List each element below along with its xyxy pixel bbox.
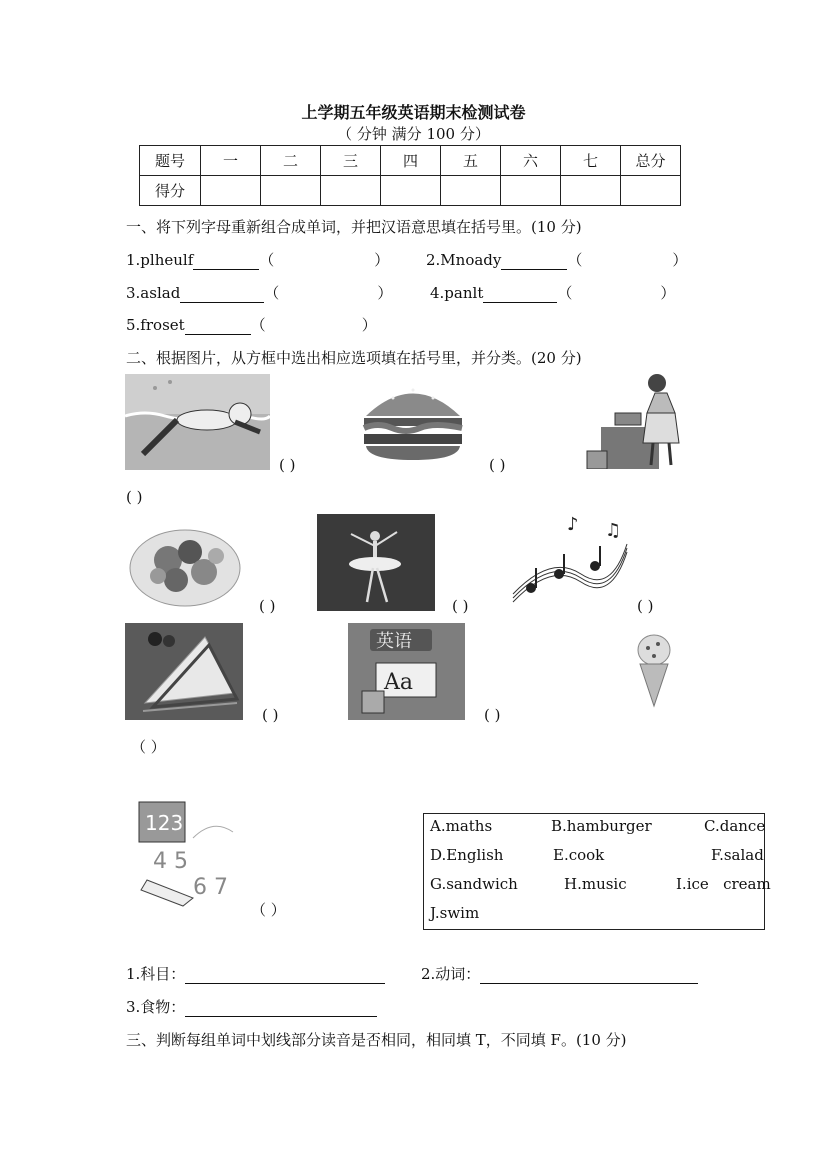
score-input-cell[interactable]: [441, 176, 501, 206]
section1-heading: 一、将下列字母重新组合成单词，并把汉语意思填在括号里。(10 分): [126, 218, 582, 236]
score-header-cell: 总分: [621, 146, 681, 176]
option-j: J.swim: [430, 904, 480, 922]
cook-icon: [585, 373, 700, 469]
question-4-word: 4.panlt: [430, 284, 484, 302]
picture-answer-blank[interactable]: （ ）: [131, 738, 166, 756]
picture-answer-blank[interactable]: ( ): [489, 456, 506, 474]
score-header-cell: 三: [321, 146, 381, 176]
sandwich-picture: [125, 623, 243, 720]
classify-verb: [421, 963, 698, 984]
classify-verb-blank[interactable]: [480, 968, 698, 984]
picture-answer-blank[interactable]: ( ): [259, 597, 276, 615]
score-table-score-row: [140, 176, 681, 206]
score-input-cell[interactable]: [561, 176, 621, 206]
svg-text:6 7: 6 7: [193, 875, 228, 900]
score-table-header-row: [140, 146, 681, 176]
question-1: [126, 249, 389, 270]
option-b: B.hamburger: [551, 817, 652, 835]
option-h: H.music: [564, 875, 627, 893]
score-input-cell[interactable]: [621, 176, 681, 206]
swim-icon: [125, 374, 270, 470]
answer-blank[interactable]: [185, 319, 251, 335]
paren-close: ）: [374, 251, 390, 269]
swim-picture: [125, 374, 270, 470]
page-title: 上学期五年级英语期末检测试卷: [301, 103, 526, 122]
classify-subject: [126, 963, 385, 984]
question-4: [430, 282, 675, 303]
picture-answer-blank[interactable]: ( ): [484, 706, 501, 724]
answer-blank[interactable]: [483, 287, 557, 303]
score-input-cell[interactable]: [381, 176, 441, 206]
score-header-cell: 七: [561, 146, 621, 176]
section3-heading: 三、判断每组单词中划线部分读音是否相同，相同填 T，不同填 F。(10 分): [126, 1031, 627, 1049]
picture-answer-blank[interactable]: （ ）: [251, 901, 286, 919]
music-icon: [511, 514, 629, 611]
option-d: D.English: [430, 846, 504, 864]
hamburger-icon: [358, 376, 468, 464]
paren-open: （: [567, 251, 583, 269]
sandwich-icon: [125, 623, 243, 720]
score-header-cell: 五: [441, 146, 501, 176]
question-5-word: 5.froset: [126, 316, 185, 334]
score-header-cell: 题号: [140, 146, 201, 176]
answer-blank[interactable]: [193, 254, 259, 270]
option-g: G.sandwich: [430, 875, 518, 893]
paren-close: ）: [672, 251, 688, 269]
question-2: [426, 249, 687, 270]
paren-open: （: [250, 316, 266, 334]
music-picture: [511, 514, 629, 611]
option-i: I.ice cream: [676, 875, 771, 893]
svg-text:英语: 英语: [376, 631, 412, 652]
salad-icon: [128, 516, 243, 610]
ice-cream-icon: [634, 628, 674, 708]
english-book-picture: [348, 623, 465, 720]
maths-picture: [123, 798, 241, 908]
classify-food: [126, 996, 377, 1017]
classify-food-blank[interactable]: [185, 1001, 377, 1017]
section2-heading: 二、根据图片，从方框中选出相应选项填在括号里，并分类。(20 分): [126, 349, 582, 367]
salad-picture: [128, 516, 243, 610]
picture-answer-blank[interactable]: ( ): [262, 706, 279, 724]
dance-picture: [317, 514, 435, 611]
score-header-cell: 六: [501, 146, 561, 176]
paren-close: ）: [361, 316, 377, 334]
answer-blank[interactable]: [501, 254, 567, 270]
picture-answer-blank[interactable]: ( ): [452, 597, 469, 615]
page-subtitle: （ 分钟 满分 100 分）: [337, 125, 490, 143]
score-table: [139, 145, 681, 206]
classify-verb-label: 2.动词：: [421, 965, 481, 983]
picture-answer-blank[interactable]: ( ): [126, 488, 143, 506]
paren-close: ）: [377, 284, 393, 302]
option-a: A.maths: [430, 817, 493, 835]
svg-text:4 5: 4 5: [153, 849, 188, 874]
picture-answer-blank[interactable]: ( ): [279, 456, 296, 474]
question-2-word: 2.Mnoady: [426, 251, 502, 269]
picture-answer-blank[interactable]: ( ): [637, 597, 654, 615]
question-3-word: 3.aslad: [126, 284, 181, 302]
score-input-cell[interactable]: [201, 176, 261, 206]
option-f: F.salad: [711, 846, 764, 864]
svg-text:♪: ♪: [567, 514, 579, 535]
score-input-cell[interactable]: [501, 176, 561, 206]
svg-text:123: 123: [145, 811, 184, 835]
score-row-label: 得分: [140, 176, 201, 206]
question-3: [126, 282, 392, 303]
cook-picture: [585, 373, 700, 469]
question-1-word: 1.plheulf: [126, 251, 194, 269]
question-5: [126, 314, 377, 335]
paren-close: ）: [660, 284, 676, 302]
score-header-cell: 二: [261, 146, 321, 176]
paren-open: （: [259, 251, 275, 269]
score-header-cell: 一: [201, 146, 261, 176]
score-input-cell[interactable]: [321, 176, 381, 206]
score-header-cell: 四: [381, 146, 441, 176]
option-e: E.cook: [553, 846, 605, 864]
score-input-cell[interactable]: [261, 176, 321, 206]
answer-blank[interactable]: [180, 287, 264, 303]
paren-open: （: [557, 284, 573, 302]
option-c: C.dance: [704, 817, 766, 835]
options-box: [423, 813, 771, 930]
hamburger-picture: [358, 376, 468, 464]
paren-open: （: [264, 284, 280, 302]
ice-cream-picture: [634, 628, 674, 708]
svg-text:Aa: Aa: [384, 670, 414, 695]
maths-icon: [123, 798, 241, 908]
dance-icon: [317, 514, 435, 611]
classify-subject-blank[interactable]: [185, 968, 385, 984]
classify-food-label: 3.食物：: [126, 998, 186, 1016]
classify-subject-label: 1.科目：: [126, 965, 186, 983]
english-book-icon: [348, 623, 465, 720]
svg-text:♫: ♫: [605, 520, 622, 541]
